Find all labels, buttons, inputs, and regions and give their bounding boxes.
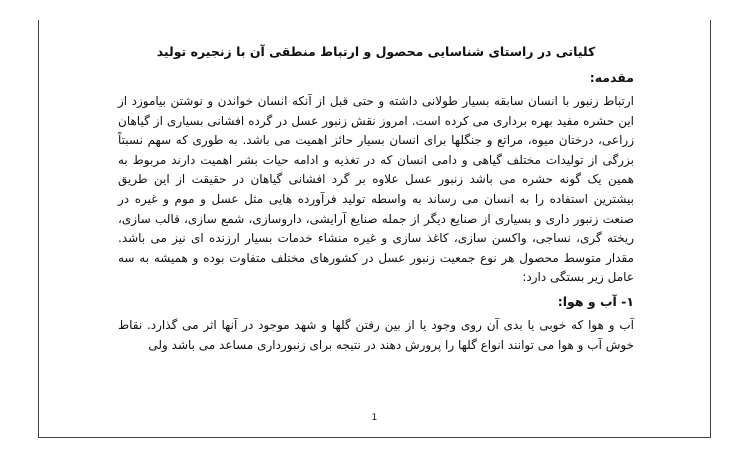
page-content: [118, 42, 634, 359]
section-heading-introduction: مقدمه:: [589, 70, 634, 85]
document-title: کلیاتی در راستای شناسایی محصول و ارتباط منطقی آن با زنجیره تولید: [156, 44, 596, 59]
introduction-paragraph: ارتباط زنبور با انسان سابقه بسیار طولانی داشته و حتی قبل از آنکه انسان خواندن و نوشتن بیاموزد از این حشره مفید بهره برداری می کرده است. امروز نقش زنبور عسل در گرده افشانی بسیاری از گیاهان زراعی، درختان میوه، مراتع و جنگلها برای انسان بسیار حائز اهمیت می باشد. به طوری که سهم نسبتاً بزرگی از تولیدات مختلف گیاهی و دامی انسان که در تغذیه و ادامه حیات بشر اهمیت دارند مربوط به همین یک گونه حشره می باشد زنبور عسل علاوه بر گرد افشانی گیاهان در حقیقت از این طریق بیشترین استفاده را به انسان می رساند به واسطه تولید فرآورده هایی مثل عسل و موم و غیره در صنعت زنبور داری و بسیاری از صنایع دیگر از جمله صنایع آرایشی، داروسازی، شمع سازی، قالب سازی، ریخته گری، نساجی، واکسن سازی، کاغذ سازی و غیره منشاء خدمات بسیار ارزنده ای نیز می باشد. مقدار متوسط محصول هر نوع جمعیت زنبور عسل در کشورهای مختلف متفاوت بوده و همیشه به سه عامل زیر بستگی دارد:: [118, 94, 634, 285]
climate-paragraph: آب و هوا که خوبی یا بدی آن روی وجود یا از بین رفتن گلها و شهد موجود در آنها اثر می گذارد. نقاط خوش آب و هوا می توانند انواع گلها را پرورش دهند در نتیجه برای زنبورداری مساعد می باشد ولی: [118, 317, 634, 352]
section-heading-climate: ۱- آب و هوا:: [557, 293, 634, 309]
page-number: 1: [371, 413, 378, 423]
document-page: [38, 20, 711, 438]
